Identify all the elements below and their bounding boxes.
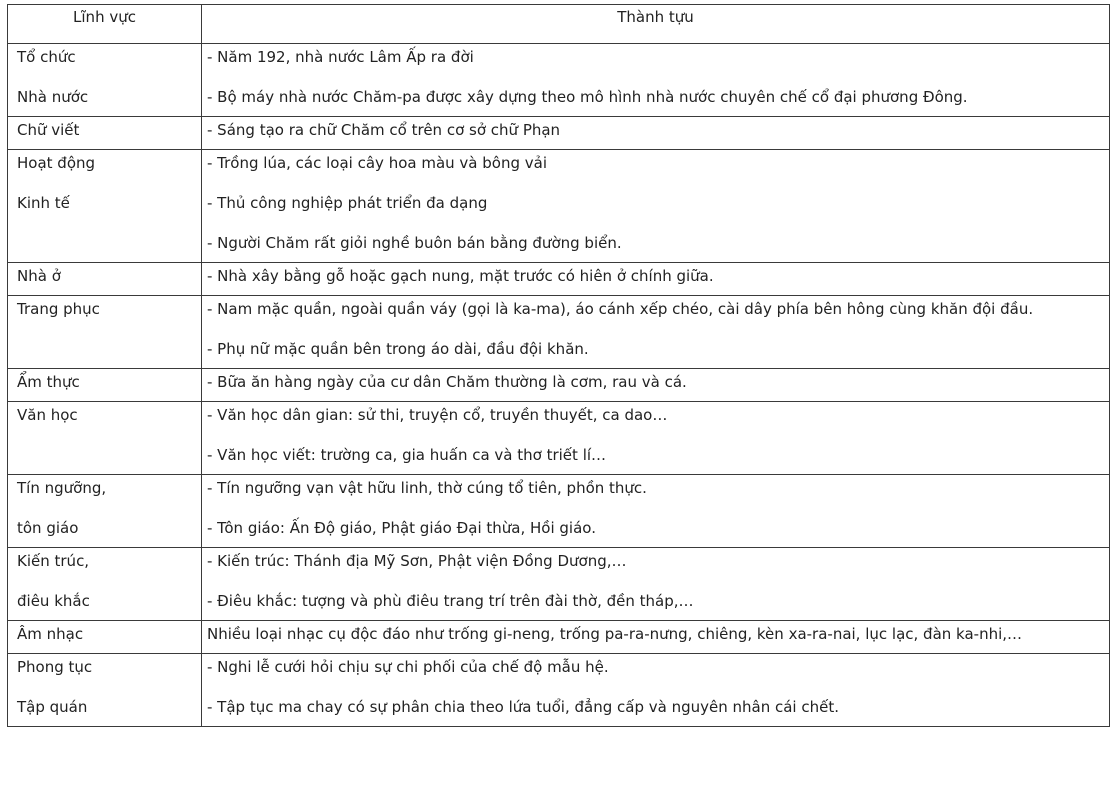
achievement-text: - Văn học viết: trường ca, gia huấn ca và thơ triết lí… — [207, 446, 607, 464]
achievement-cell — [202, 44, 1110, 117]
achievement-text: - Phụ nữ mặc quần bên trong áo dài, đầu đội khăn. — [207, 340, 589, 358]
table-row — [8, 44, 1110, 117]
achievement-text: - Trồng lúa, các loại cây hoa màu và bông vải — [207, 154, 547, 172]
achievement-text: Nhiều loại nhạc cụ độc đáo như trống gi-neng, trống pa-ra-nưng, chiêng, kèn xa-ra-nai, lục lạc, đàn ka-nhi,… — [207, 625, 1023, 643]
achievement-cell — [202, 475, 1110, 548]
field-label: tôn giáo — [17, 519, 79, 537]
field-label: Chữ viết — [17, 121, 80, 139]
field-cell — [8, 369, 202, 402]
table-row — [8, 263, 1110, 296]
achievement-text: - Bữa ăn hàng ngày của cư dân Chăm thường là cơm, rau và cá. — [207, 373, 687, 391]
field-label: Tín ngưỡng, — [17, 479, 107, 497]
field-cell — [8, 296, 202, 369]
achievement-cell — [202, 263, 1110, 296]
achievement-cell — [202, 548, 1110, 621]
table-row — [8, 621, 1110, 654]
table-row — [8, 369, 1110, 402]
field-cell — [8, 654, 202, 727]
table-row — [8, 475, 1110, 548]
field-cell — [8, 621, 202, 654]
field-cell — [8, 402, 202, 475]
achievement-text: - Văn học dân gian: sử thi, truyện cổ, truyền thuyết, ca dao… — [207, 406, 668, 424]
achievement-text: - Nhà xây bằng gỗ hoặc gạch nung, mặt trước có hiên ở chính giữa. — [207, 267, 714, 285]
champa-achievements-table — [7, 4, 1110, 727]
table-row — [8, 654, 1110, 727]
field-label: Phong tục — [17, 658, 93, 676]
achievement-text: - Bộ máy nhà nước Chăm-pa được xây dựng theo mô hình nhà nước chuyên chế cổ đại phương Đông. — [207, 88, 968, 106]
table-row — [8, 150, 1110, 263]
achievement-text: - Năm 192, nhà nước Lâm Ấp ra đời — [207, 48, 474, 66]
table-row — [8, 548, 1110, 621]
table-body — [8, 44, 1110, 727]
achievement-cell — [202, 621, 1110, 654]
achievement-text: - Tôn giáo: Ấn Độ giáo, Phật giáo Đại thừa, Hồi giáo. — [207, 519, 596, 537]
achievement-text: - Sáng tạo ra chữ Chăm cổ trên cơ sở chữ Phạn — [207, 121, 561, 139]
field-label: Kiến trúc, — [17, 552, 90, 570]
field-label: Ẩm thực — [17, 373, 80, 391]
achievement-cell — [202, 402, 1110, 475]
field-label: Kinh tế — [17, 194, 70, 212]
field-label: Âm nhạc — [17, 625, 84, 643]
header-achievements: Thành tựu — [202, 5, 1110, 44]
achievement-text: - Điêu khắc: tượng và phù điêu trang trí trên đài thờ, đền tháp,… — [207, 592, 694, 610]
achievement-text: - Nghi lễ cưới hỏi chịu sự chi phối của chế độ mẫu hệ. — [207, 658, 609, 676]
field-cell — [8, 475, 202, 548]
table-header-row — [8, 5, 1110, 44]
achievement-cell — [202, 369, 1110, 402]
field-label: Hoạt động — [17, 154, 96, 172]
achievement-cell — [202, 150, 1110, 263]
header-field: Lĩnh vực — [8, 5, 202, 44]
field-label: Nhà nước — [17, 88, 89, 106]
achievement-text: - Tập tục ma chay có sự phân chia theo lứa tuổi, đẳng cấp và nguyên nhân cái chết. — [207, 698, 839, 716]
field-label: Trang phục — [17, 300, 100, 318]
field-label: Tổ chức — [17, 48, 76, 66]
table-row — [8, 402, 1110, 475]
field-cell — [8, 150, 202, 263]
table-row — [8, 117, 1110, 150]
field-label: Văn học — [17, 406, 78, 424]
achievement-cell — [202, 117, 1110, 150]
field-label: điêu khắc — [17, 592, 90, 610]
achievement-text: - Kiến trúc: Thánh địa Mỹ Sơn, Phật viện Đồng Dương,… — [207, 552, 627, 570]
field-cell — [8, 117, 202, 150]
achievement-cell — [202, 296, 1110, 369]
field-cell — [8, 548, 202, 621]
achievement-text: - Thủ công nghiệp phát triển đa dạng — [207, 194, 488, 212]
table-row — [8, 296, 1110, 369]
field-cell — [8, 44, 202, 117]
achievement-text: - Nam mặc quần, ngoài quần váy (gọi là ka-ma), áo cánh xếp chéo, cài dây phía bên hông cùng khăn đội đầu. — [207, 300, 1034, 318]
field-label: Tập quán — [17, 698, 88, 716]
achievement-text: - Người Chăm rất giỏi nghề buôn bán bằng đường biển. — [207, 234, 622, 252]
achievement-cell — [202, 654, 1110, 727]
field-label: Nhà ở — [17, 267, 61, 285]
field-cell — [8, 263, 202, 296]
achievement-text: - Tín ngưỡng vạn vật hữu linh, thờ cúng tổ tiên, phồn thực. — [207, 479, 647, 497]
